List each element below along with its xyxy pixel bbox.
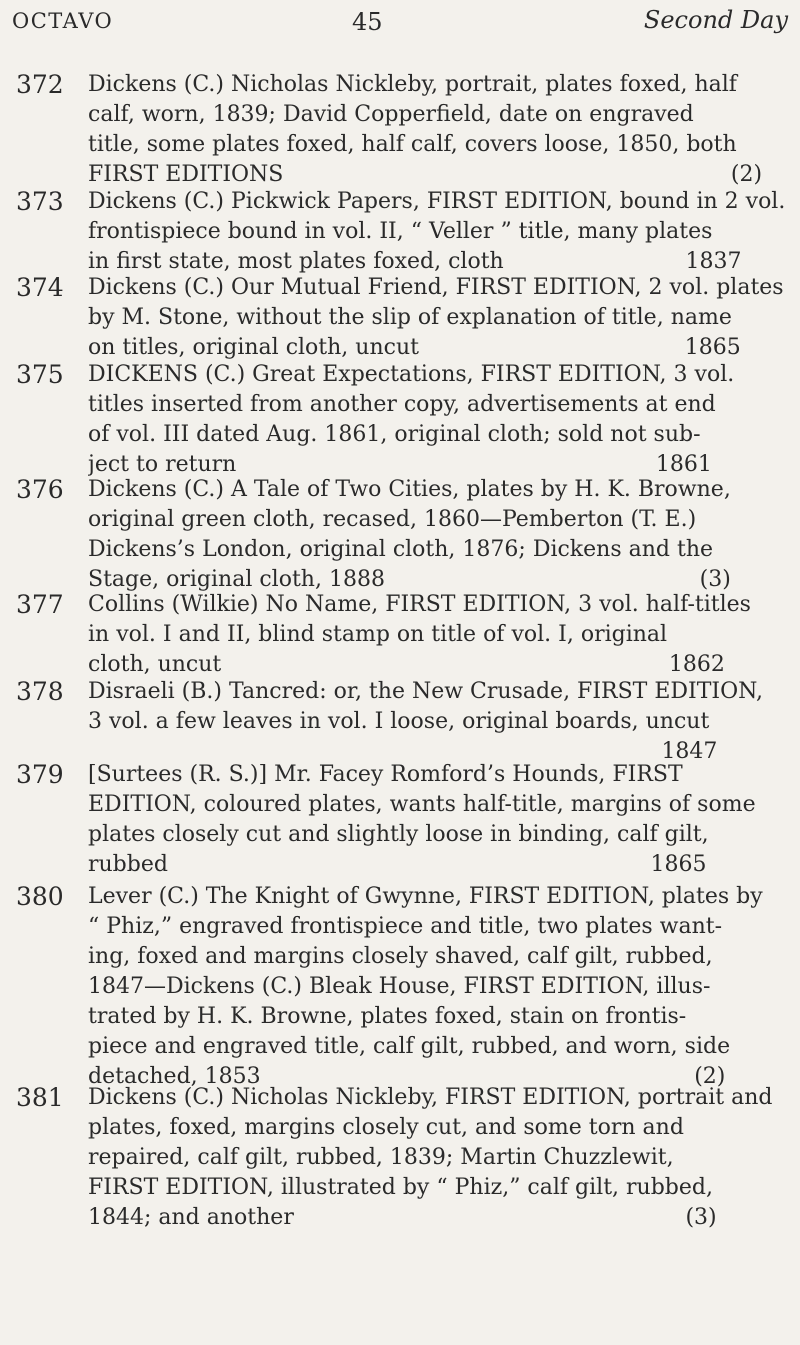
description-line: in vol. I and II, blind stamp on title of vol. I, original (88, 622, 668, 647)
description-line: Lever (C.) The Knight of Gwynne, FIRST EDITION, plates by (88, 884, 763, 909)
lot-number: 375 (16, 360, 64, 389)
lot-number: 374 (16, 273, 64, 302)
lot-description (88, 360, 788, 480)
description-line: cloth, uncut 1862 (88, 652, 725, 677)
description-line: “ Phiz,” engraved frontispiece and title, two plates want- (88, 914, 723, 939)
description-line: plates, foxed, margins closely cut, and some torn and (88, 1115, 684, 1140)
description-line: on titles, original cloth, uncut 1865 (88, 335, 741, 360)
description-line: 1847 (88, 739, 718, 764)
lot-number: 380 (16, 882, 64, 911)
description-line: FIRST EDITION, illustrated by “ Phiz,” calf gilt, rubbed, (88, 1175, 713, 1200)
description-line: in first state, most plates foxed, cloth 1837 (88, 249, 742, 274)
description-line: plates closely cut and slightly loose in binding, calf gilt, (88, 822, 709, 847)
description-line: Collins (Wilkie) No Name, FIRST EDITION, 3 vol. half-titles (88, 592, 751, 617)
description-line: 1844; and another (3) (88, 1205, 717, 1230)
description-line: piece and engraved title, calf gilt, rubbed, and worn, side (88, 1034, 731, 1059)
description-line: Dickens (C.) Our Mutual Friend, FIRST EDITION, 2 vol. plates (88, 275, 784, 300)
lot-description (88, 273, 788, 363)
description-line: Dickens (C.) A Tale of Two Cities, plates by H. K. Browne, (88, 477, 731, 502)
description-line: title, some plates foxed, half calf, covers loose, 1850, both (88, 132, 737, 157)
lot-number: 378 (16, 677, 64, 706)
description-line: Stage, original cloth, 1888 (3) (88, 567, 731, 592)
lot-number: 373 (16, 187, 64, 216)
lot-number: 381 (16, 1083, 64, 1112)
lot-description (88, 187, 788, 277)
lot-description (88, 475, 788, 595)
description-line: repaired, calf gilt, rubbed, 1839; Martin Chuzzlewit, (88, 1145, 674, 1170)
format-label: OCTAVO (12, 9, 114, 33)
lot-description (88, 70, 788, 190)
lot-description (88, 882, 788, 1092)
description-line: Disraeli (B.) Tancred: or, the New Crusade, FIRST EDITION, (88, 679, 763, 704)
description-line: Dickens (C.) Nicholas Nickleby, portrait, plates foxed, half (88, 72, 737, 97)
description-line: EDITION, coloured plates, wants half-title, margins of some (88, 792, 756, 817)
description-line: Dickens (C.) Pickwick Papers, FIRST EDITION, bound in 2 vol. (88, 189, 786, 214)
lot-description (88, 1083, 788, 1233)
description-line: calf, worn, 1839; David Copperfield, date on engraved (88, 102, 694, 127)
description-line: titles inserted from another copy, advertisements at end (88, 392, 716, 417)
description-line: 3 vol. a few leaves in vol. I loose, original boards, uncut (88, 709, 710, 734)
description-line: frontispiece bound in vol. II, “ Veller ” title, many plates (88, 219, 713, 244)
description-line: ing, foxed and margins closely shaved, calf gilt, rubbed, (88, 944, 713, 969)
lot-number: 379 (16, 760, 64, 789)
lot-description (88, 760, 788, 880)
description-line: [Surtees (R. S.)] Mr. Facey Romford’s Hounds, FIRST (88, 762, 683, 787)
description-line: ject to return 1861 (88, 452, 712, 477)
page-header (12, 6, 788, 42)
lot-description (88, 677, 788, 767)
description-line: FIRST EDITIONS (2) (88, 162, 763, 187)
description-line: trated by H. K. Browne, plates foxed, stain on frontis- (88, 1004, 687, 1029)
description-line: detached, 1853 (2) (88, 1064, 726, 1089)
description-line: rubbed 1865 (88, 852, 707, 877)
description-line: original green cloth, recased, 1860—Pemberton (T. E.) (88, 507, 697, 532)
lot-number: 376 (16, 475, 64, 504)
description-line: Dickens’s London, original cloth, 1876; Dickens and the (88, 537, 714, 562)
description-line: by M. Stone, without the slip of explanation of title, name (88, 305, 732, 330)
lot-number: 377 (16, 590, 64, 619)
page-number: 45 (352, 8, 383, 36)
description-line: 1847—Dickens (C.) Bleak House, FIRST EDITION, illus- (88, 974, 711, 999)
lot-number: 372 (16, 70, 64, 99)
description-line: of vol. III dated Aug. 1861, original cloth; sold not sub- (88, 422, 701, 447)
day-label: Second Day (643, 6, 788, 34)
description-line: Dickens (C.) Nicholas Nickleby, FIRST EDITION, portrait and (88, 1085, 773, 1110)
description-line: DICKENS (C.) Great Expectations, FIRST EDITION, 3 vol. (88, 362, 735, 387)
lot-description (88, 590, 788, 680)
